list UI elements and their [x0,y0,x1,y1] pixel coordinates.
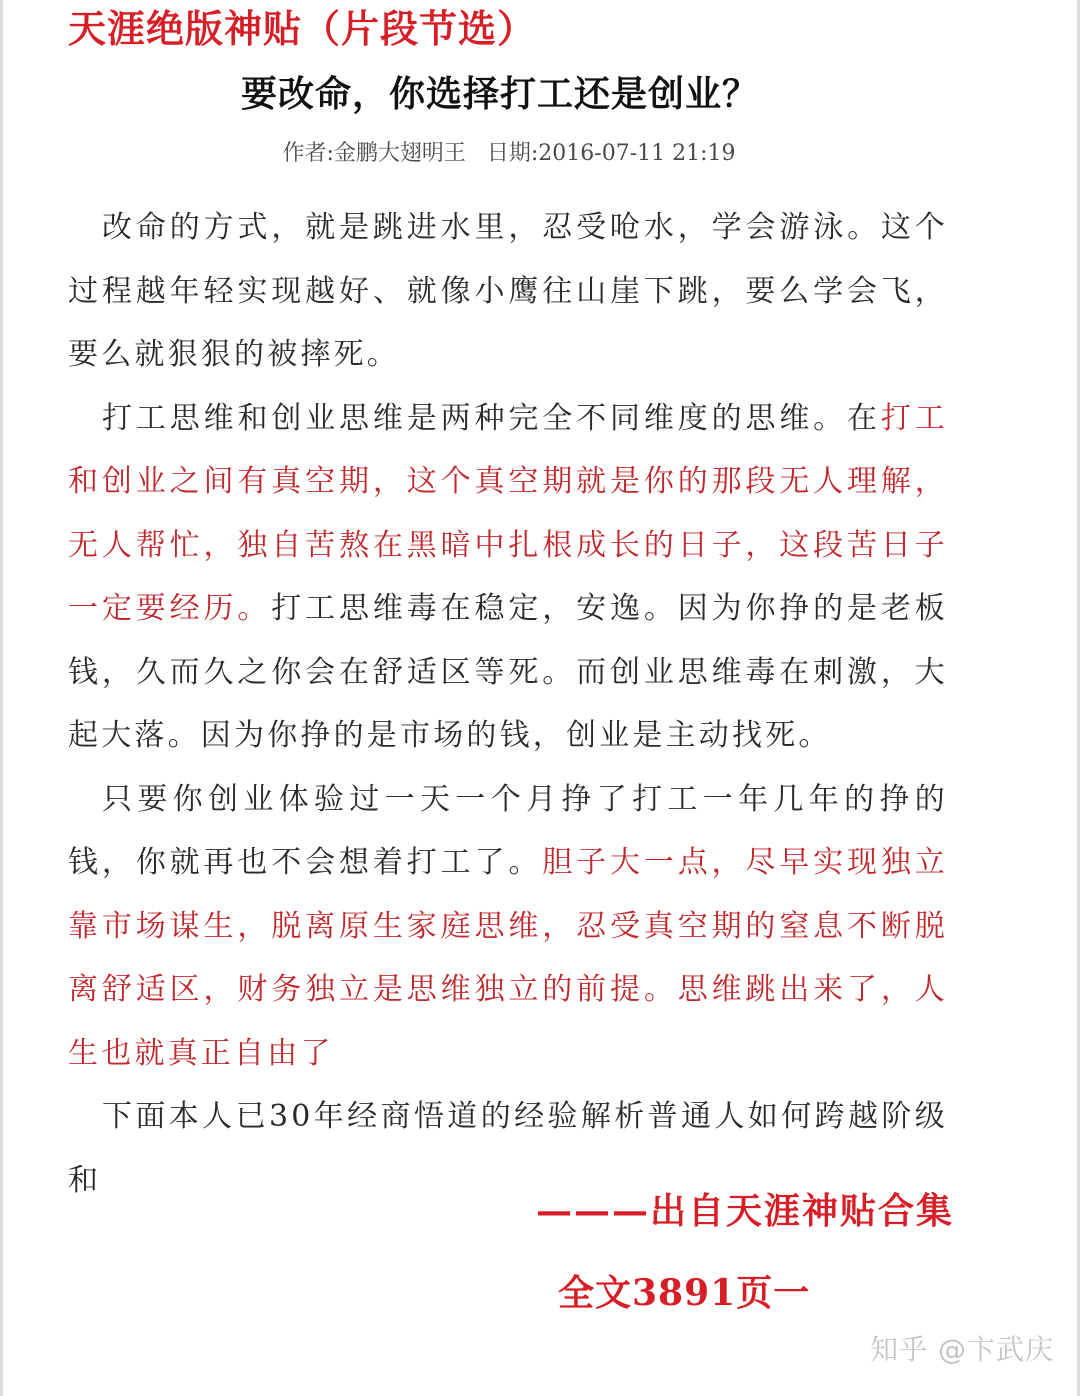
page-edge-left [0,0,3,1396]
paragraph-text: 改命的方式，就是跳进水里，忍受呛水，学会游泳。这个过程越年轻实现越好、就像小鹰往山崖下跳，要么学会飞，要么就狠狠的被摔死。 [68,210,948,372]
highlighted-text: 胆子大一点，尽早实现独立靠市场谋生，脱离原生家庭思维，忍受真空期的窒息不断脱离舒适区，财务独立是思维独立的前提。思维跳出来了，人生也就真正自由了 [68,845,948,1071]
paragraph-text: 打工思维毒在稳定，安逸。因为你挣的是老板钱，久而久之你会在舒适区等死。而创业思维毒在刺激，大起大落。因为你挣的是市场的钱，创业是主动找死。 [68,591,948,753]
total-pages-note: 全文3891页一 [558,1272,811,1314]
paragraph-text: 只要你创业体验过一天一个月挣了打工一年几年的挣的钱，你就再也不会想着打工了。 [68,781,948,880]
watermark: 知乎 @卞武庆 [870,1333,1054,1366]
source-attribution: ———出自天涯神贴合集 [535,1190,954,1232]
article-title: 要改命，你选择打工还是创业？ [240,74,759,115]
collection-header: 天涯绝版神贴（片段节选） [68,6,537,51]
paragraph [68,387,948,768]
paragraph-text: 打工思维和创业思维是两种完全不同维度的思维。在 [102,400,881,436]
article-meta: 作者:金鹏大翅明王 日期:2016-07-11 21:19 [282,141,736,166]
paragraph-text: 下面本人已30年经商悟道的经验解析普通人如何跨越阶级和 [68,1099,948,1198]
paragraph [68,196,948,387]
highlighted-text: 打工和创业之间有真空期，这个真空期就是你的那段无人理解，无人帮忙，独自苦熬在黑暗中扎根成长的日子，这段苦日子一定要经历。 [68,400,948,626]
article-body [68,196,948,1212]
paragraph [68,768,948,1086]
